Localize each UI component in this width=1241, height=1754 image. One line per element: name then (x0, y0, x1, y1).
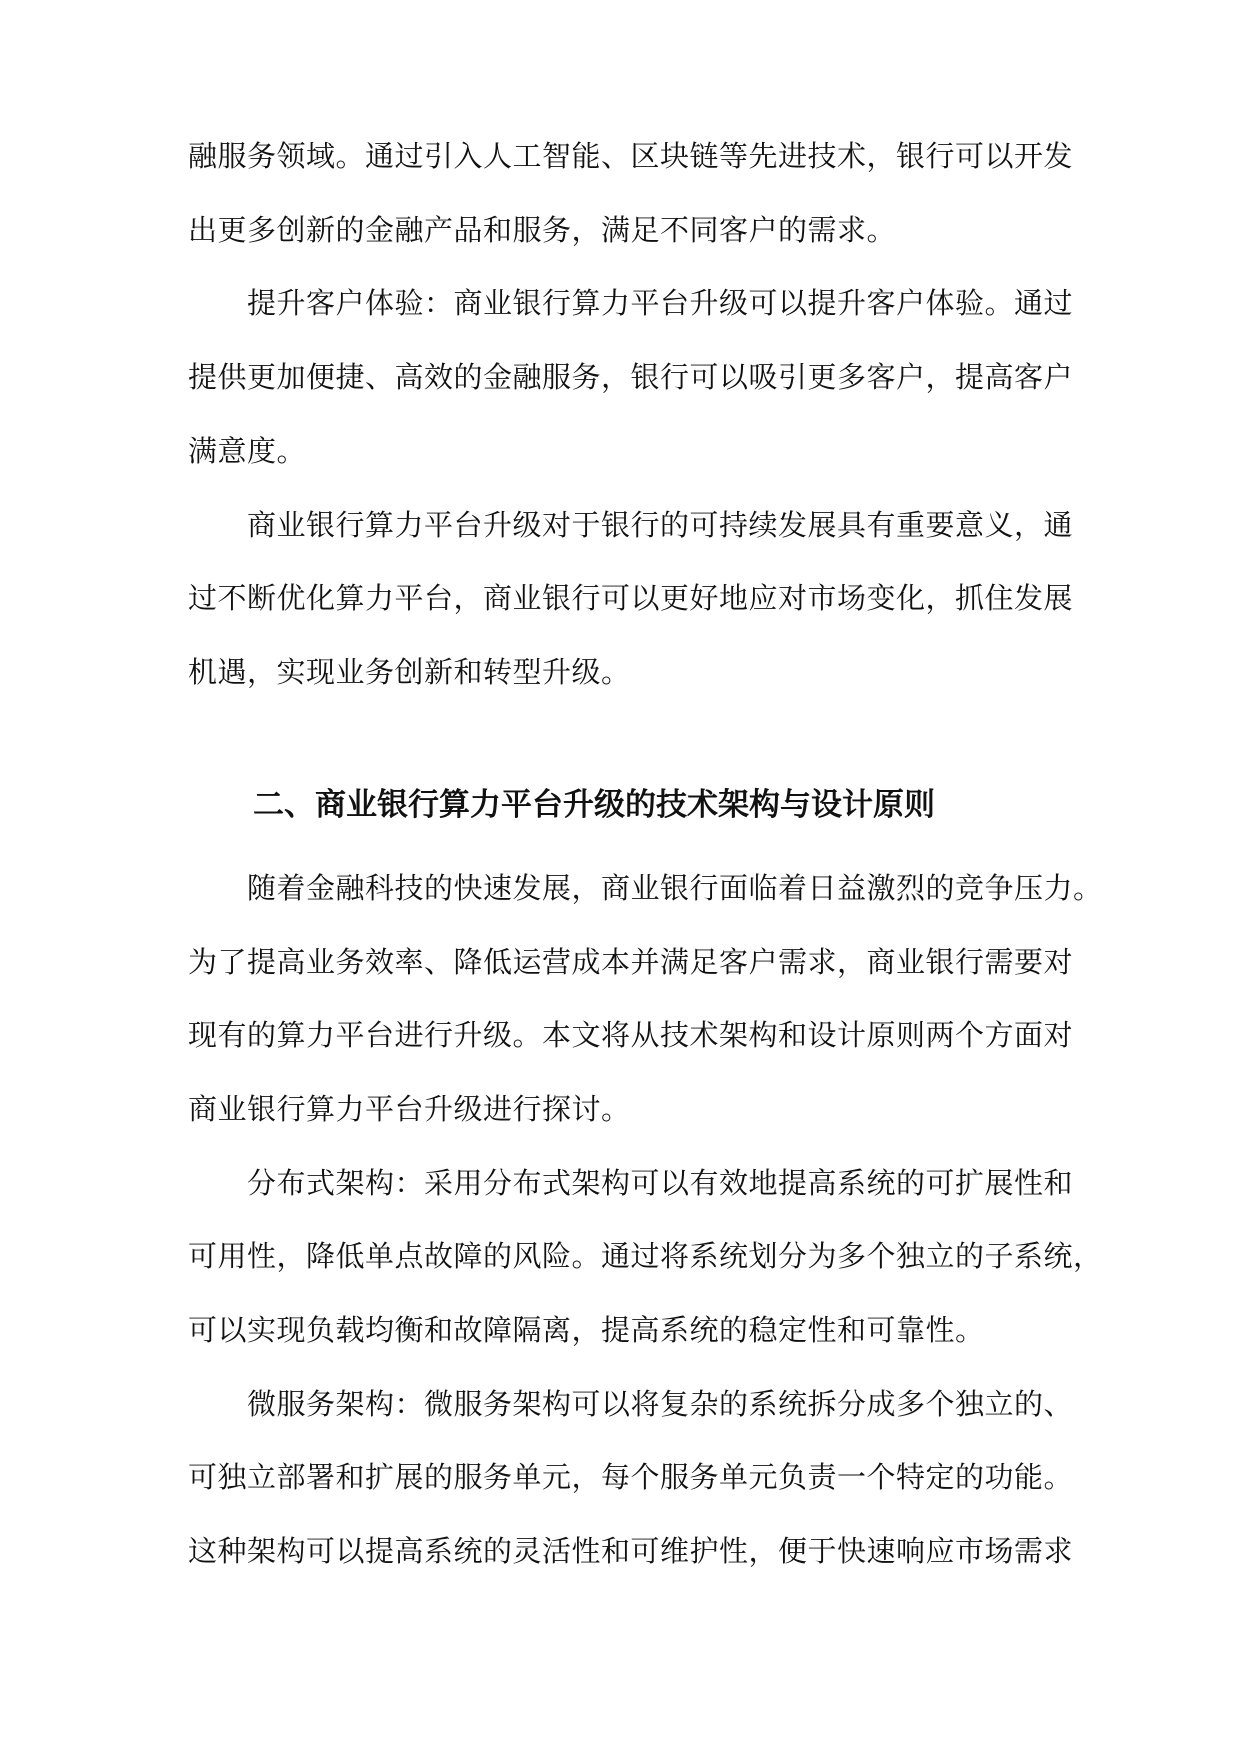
paragraph-line: 为了提高业务效率、降低运营成本并满足客户需求，商业银行需要对 (188, 945, 1074, 979)
paragraph-line: 提升客户体验：商业银行算力平台升级可以提升客户体验。通过 (247, 286, 1074, 320)
paragraph-line: 可以实现负载均衡和故障隔离，提高系统的稳定性和可靠性。 (188, 1313, 985, 1347)
paragraph-line: 出更多创新的金融产品和服务，满足不同客户的需求。 (188, 213, 897, 247)
paragraph-line: 提供更加便捷、高效的金融服务，银行可以吸引更多客户，提高客户 (188, 360, 1074, 394)
paragraph-line: 随着金融科技的快速发展，商业银行面临着日益激烈的竞争压力。 (247, 871, 1103, 905)
paragraph-line: 可用性，降低单点故障的风险。通过将系统划分为多个独立的子系统， (188, 1239, 1103, 1273)
paragraph-line: 融服务领域。通过引入人工智能、区块链等先进技术，银行可以开发 (188, 139, 1074, 173)
paragraph-line: 商业银行算力平台升级对于银行的可持续发展具有重要意义，通 (247, 508, 1074, 542)
paragraph-line: 微服务架构：微服务架构可以将复杂的系统拆分成多个独立的、 (247, 1387, 1074, 1421)
paragraph-line: 分布式架构：采用分布式架构可以有效地提高系统的可扩展性和 (247, 1166, 1074, 1200)
paragraph-line: 过不断优化算力平台，商业银行可以更好地应对市场变化，抓住发展 (188, 581, 1074, 615)
section-heading: 二、商业银行算力平台升级的技术架构与设计原则 (253, 787, 935, 823)
paragraph-line: 这种架构可以提高系统的灵活性和可维护性，便于快速响应市场需求 (188, 1534, 1074, 1568)
paragraph-line: 机遇，实现业务创新和转型升级。 (188, 655, 631, 689)
paragraph-line: 商业银行算力平台升级进行探讨。 (188, 1092, 631, 1126)
paragraph-line: 满意度。 (188, 434, 307, 468)
paragraph-line: 可独立部署和扩展的服务单元，每个服务单元负责一个特定的功能。 (188, 1460, 1074, 1494)
paragraph-line: 现有的算力平台进行升级。本文将从技术架构和设计原则两个方面对 (188, 1018, 1074, 1052)
